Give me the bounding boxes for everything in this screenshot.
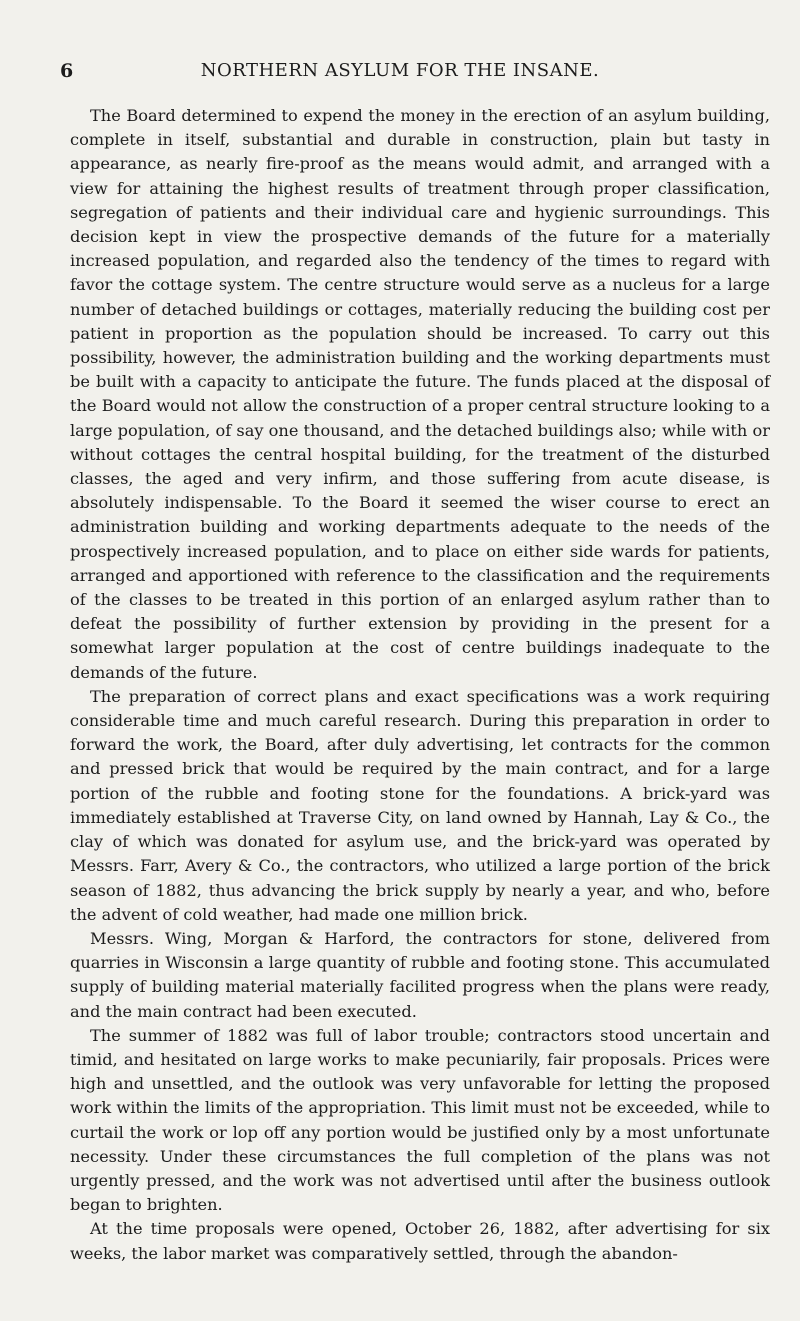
paragraph: The Board determined to expend the money in the erection of an asylum building, complete in itself, substantial and durable in construction, plain but tasty in appearance, as nearly fire-proof as the means would admit, and arranged with a view for attaining the highest results of treatment through proper classification, segregation of patients and their individual care and hygienic surroundings. This decision kept in view the prospective demands of the future for a materially increased population, and regarded also the tendency of the times to regard with favor the cottage system. The centre structure would serve as a nucleus for a large number of detached buildings or cottages, materially reducing the building cost per patient in proportion as the population should be increased. To carry out this possibility, however, the administration building and the working departments must be built with a capacity to anticipate the future. The funds placed at the disposal of the Board would not allow the construction of a proper central structure looking to a large population, of say one thousand, and the detached buildings also; while with or without cottages the central hospital building, for the treatment of the disturbed classes, the aged and very infirm, and those suffering from acute disease, is absolutely indispensable. To the Board it seemed the wiser course to erect an administration building and working departments adequate to the needs of the prospectively increased population, and to place on either side wards for patients, arranged and apportioned with reference to the classification and the requirements of the classes to be treated in this portion of an enlarged asylum rather than to defeat the possibility of further extension by providing in the present for a somewhat larger population at the cost of centre buildings inadequate to the demands of the future. — [70, 106, 770, 682]
paragraph: At the time proposals were opened, October 26, 1882, after advertising for six weeks, the labor market was comparatively settled, through the abandon- — [70, 1219, 770, 1263]
paragraph: Messrs. Wing, Morgan & Harford, the contractors for stone, delivered from quarries in Wisconsin a large quantity of rubble and footing stone. This accumulated supply of building material materially facilited progress when the plans were ready, and the main contract had been executed. — [70, 928, 770, 1021]
page-number: 6 — [60, 60, 74, 82]
paragraph: The summer of 1882 was full of labor trouble; contractors stood uncertain and timid, and hesitated on large works to make pecuniarily, fair proposals. Prices were high and unsettled, and the outlook was very unfavorable for letting the proposed work within the limits of the appropriation. This limit must not be exceeded, while to curtail the work or lop off any portion would be justified only by a most unfortunate necessity. Under these circumstances the full completion of the plans was not urgently pressed, and the work was not advertised until after the business outlook began to brighten. — [70, 1025, 770, 1215]
page-header — [0, 60, 800, 90]
paragraph: The preparation of correct plans and exact specifications was a work requiring considerable time and much careful research. During this preparation in order to forward the work, the Board, after duly advertising, let contracts for the common and pressed brick that would be required by the main contract, and for a large portion of the rubble and footing stone for the foundations. A brick-yard was immediately established at Traverse City, on land owned by Hannah, Lay & Co., the clay of which was donated for asylum use, and the brick-yard was operated by Messrs. Farr, Avery & Co., the contractors, who utilized a large portion of the brick season of 1882, thus advancing the brick supply by nearly a year, and who, before the advent of cold weather, had made one million brick. — [70, 686, 770, 924]
running-head: NORTHERN ASYLUM FOR THE INSANE. — [200, 60, 600, 81]
body-text — [70, 104, 770, 1266]
